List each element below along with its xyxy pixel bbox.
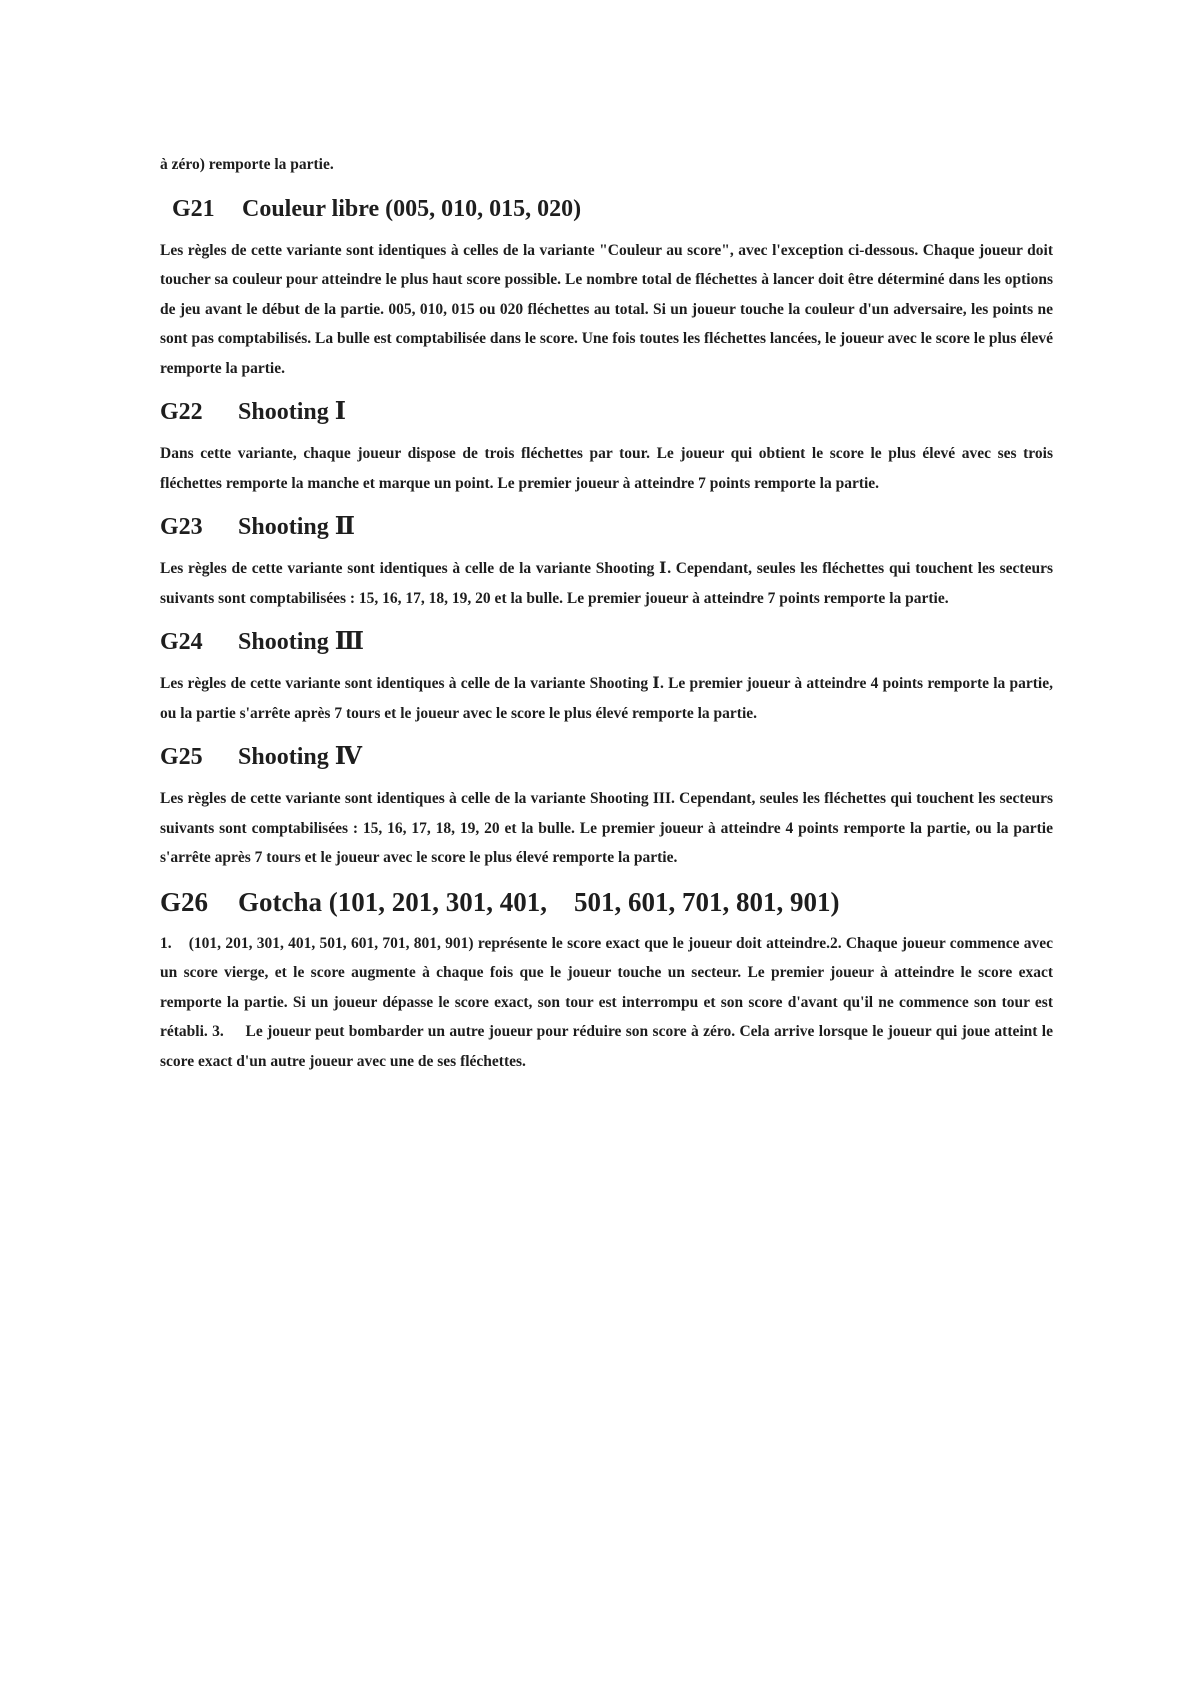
section-heading [160, 740, 1053, 774]
section-body: Les règles de cette variante sont identiques à celles de la variante "Couleur au score", avec l'exception ci-dessous. Chaque joueur doit toucher sa couleur pour atteindre le plus haut score possible. Le nombre total de fléchettes à lancer doit être déterminé dans les options de jeu avant le début de la partie. 005, 010, 015 ou 020 fléchettes au total. Si un joueur touche la couleur d'un adversaire, les points ne sont pas comptabilisés. La bulle est comptabilisée dans le score. Une fois toutes les fléchettes lancées, le joueur avec le score le plus élevé remporte la partie. [160, 241, 1053, 377]
section-heading [160, 885, 1053, 919]
section-body: Les règles de cette variante sont identiques à celle de la variante Shooting Ⅰ. Cependant, seules les fléchettes qui touchent les secteurs suivants sont comptabilisées : 15, 16, 17, 18, 19, 20 et la bulle. Le premier joueur à atteindre 7 points remporte la partie. [160, 560, 1053, 607]
section-heading [160, 395, 1053, 429]
section-code: G21 [172, 195, 215, 222]
section-title: Gotcha (101, 201, 301, 401, 501, 601, 701, 801, 901) [238, 886, 840, 917]
section-body: Dans cette variante, chaque joueur dispose de trois fléchettes par tour. Le joueur qui obtient le score le plus élevé avec ses trois fléchettes remporte la manche et marque un point. Le premier joueur à atteindre 7 points remporte la partie. [160, 445, 1053, 492]
section-g24 [160, 625, 1053, 728]
section-title: Couleur libre (005, 010, 015, 020) [242, 195, 582, 222]
section-body: 1. (101, 201, 301, 401, 501, 601, 701, 801, 901) représente le score exact que le joueur doit atteindre.2. Chaque joueur commence avec un score vierge, et le score augmente à chaque fois que le joueur touche un secteur. Le premier joueur à atteindre le score exact remporte la partie. Si un joueur dépasse le score exact, son tour est interrompu et son score d'avant qu'il ne commence son tour est rétabli. 3. Le joueur peut bombarder un autre joueur pour réduire son score à zéro. Cela arrive lorsque le joueur qui joue atteint le score exact d'un autre joueur avec une de ses fléchettes. [160, 934, 1057, 1070]
section-g21 [160, 192, 1053, 384]
intro-text: à zéro) remporte la partie. [160, 156, 334, 173]
section-title: Shooting Ⅳ [238, 744, 362, 770]
section-heading [160, 625, 1053, 659]
document-page [160, 150, 1057, 1078]
section-code: G24 [160, 629, 203, 655]
section-g22 [160, 395, 1053, 498]
section-code: G22 [160, 399, 203, 425]
section-g23 [160, 510, 1053, 613]
section-title: Shooting Ⅲ [238, 629, 364, 655]
section-code: G25 [160, 744, 203, 770]
section-g26 [160, 885, 1057, 1077]
section-title: Shooting Ⅱ [238, 514, 355, 540]
section-body: Les règles de cette variante sont identiques à celle de la variante Shooting III. Cependant, seules les fléchettes qui touchent les secteurs suivants sont comptabilisées : 15, 16, 17, 18, 19, 20 et la bulle. Le premier joueur à atteindre 4 points remporte la partie, ou la partie s'arrête après 7 tours et le joueur avec le score le plus élevé remporte la partie. [160, 790, 1053, 866]
section-code: G23 [160, 514, 203, 540]
section-body: Les règles de cette variante sont identiques à celle de la variante Shooting Ⅰ. Le premier joueur à atteindre 4 points remporte la partie, ou la partie s'arrête après 7 tours et le joueur avec le score le plus élevé remporte la partie. [160, 675, 1053, 722]
section-code: G26 [160, 886, 209, 917]
section-title: Shooting Ⅰ [238, 399, 346, 425]
section-g25 [160, 740, 1053, 873]
section-heading [160, 510, 1053, 544]
section-heading [160, 192, 1053, 226]
